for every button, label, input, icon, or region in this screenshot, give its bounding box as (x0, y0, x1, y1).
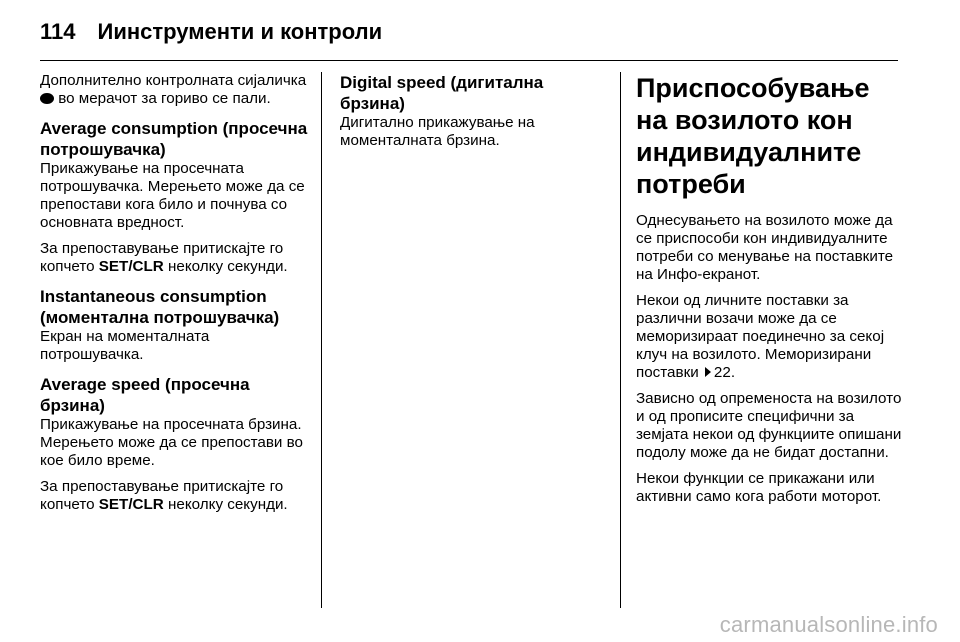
column-1 (40, 72, 308, 522)
personalization-p1: Однесувањето на возилото може да се приспособи кон индивидуалните потреби со менување на поставките на Инфо-екранот. (636, 212, 894, 283)
avg-consumption-text: Прикажување на просечната потрошувачка. Мерењето може да се препостави кога било и почнува со основната вредност. (40, 160, 305, 231)
page-reference-link[interactable]: 22. (713, 364, 736, 381)
fuel-warning-light-icon (40, 93, 54, 104)
header-divider (40, 60, 898, 61)
column-2 (340, 72, 608, 158)
page-header (40, 14, 382, 50)
page-reference-arrow-icon (705, 367, 711, 377)
digital-speed-text: Дигитално прикажување на моменталната брзина. (340, 114, 535, 149)
set-clr-button-label: SET/CLR (98, 496, 164, 513)
column-3 (636, 72, 904, 514)
page-number: 114 (40, 19, 76, 44)
personalization-p2: Некои од личните поставки за различни возачи може да се меморизираат поединечно за секој клуч на возилото. Меморизирани поставки 22. (636, 292, 885, 381)
avg-speed-text: Прикажување на просечната брзина. Мерењето може да се препостави во кое било време. (40, 416, 303, 469)
set-clr-button-label: SET/CLR (98, 258, 164, 275)
personalization-heading: Приспособување на возилото кон индивидуалните потреби (636, 73, 870, 199)
avg-consumption-heading: Average consumption (просечна потрошувачка) (40, 119, 308, 159)
personalization-p4: Некои функции се прикажани или активни само кога работи моторот. (636, 470, 882, 505)
inst-consumption-text: Екран на моменталната потрошувачка. (40, 328, 210, 363)
chapter-title: Иинструменти и контроли (97, 19, 383, 44)
personalization-p3: Зависно од опременоста на возилото и од прописите специфични за земјата некои од функциите опишани подолу може да не бидат достапни. (636, 390, 902, 461)
watermark: carmanualsonline.info (719, 612, 938, 637)
avg-speed-reset: За препоставување притискајте го копчето SET/CLR неколку секунди. (40, 478, 288, 513)
column-divider-2 (620, 72, 621, 608)
column-divider-1 (321, 72, 322, 608)
digital-speed-heading: Digital speed (дигитална брзина) (340, 73, 544, 113)
inst-consumption-heading: Instantaneous consumption (моментална потрошувачка) (40, 287, 280, 327)
intro-paragraph: Дополнително контролната сијаличка во мерачот за гориво се пали. (40, 72, 307, 107)
avg-speed-heading: Average speed (просечна брзина) (40, 375, 250, 415)
avg-consumption-reset: За препоставување притискајте го копчето SET/CLR неколку секунди. (40, 240, 288, 275)
